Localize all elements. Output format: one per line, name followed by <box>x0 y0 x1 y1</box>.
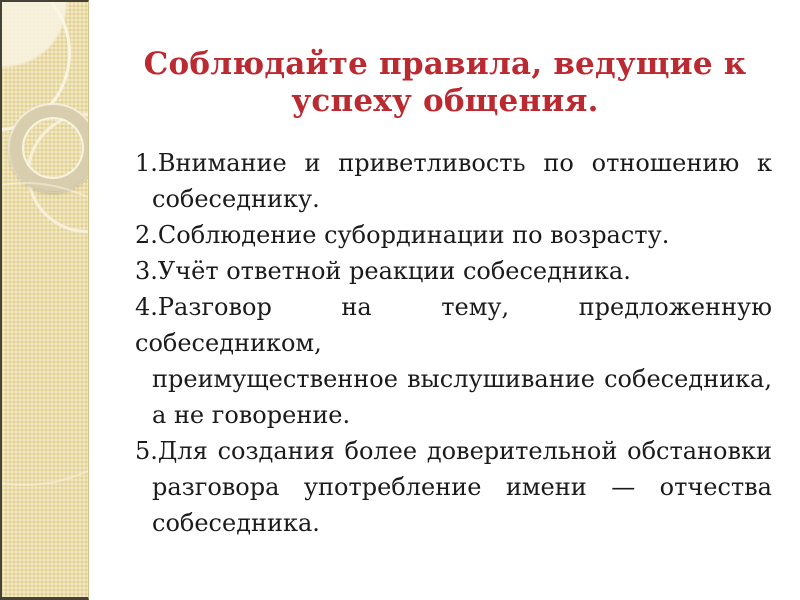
item-line <box>135 217 772 253</box>
item-number: 2. <box>135 221 158 249</box>
decorative-ring <box>10 105 89 191</box>
item-line: преимущественное выслушивание собеседника, <box>152 365 772 393</box>
item-text: Разговор на тему, предложенную собеседником, <box>135 293 772 357</box>
item-text: Учёт ответной реакции собеседника. <box>157 257 631 285</box>
item-line: собеседника. <box>152 509 320 537</box>
decorative-faint-arc <box>0 182 89 486</box>
item-number: 5. <box>135 437 158 465</box>
item-number: 1. <box>135 149 158 177</box>
list-item-3 <box>135 253 772 289</box>
slide-title-line: успеху общения. <box>291 83 599 119</box>
item-line: а не говорение. <box>152 401 351 429</box>
list-item-4 <box>135 289 772 433</box>
sidebar-decoration <box>0 0 89 600</box>
slide-title-line: Соблюдайте правила, ведущие к <box>143 46 747 82</box>
item-line <box>135 433 772 469</box>
slide-title <box>100 46 790 120</box>
item-text: Соблюдение субординации по возрасту. <box>157 221 670 249</box>
item-number: 3. <box>135 257 158 285</box>
list-item-5 <box>135 433 772 541</box>
item-text: Внимание и приветливость по отношению к <box>157 149 772 177</box>
item-line <box>135 145 772 181</box>
item-line: разговора употребление имени — отчества <box>152 473 772 501</box>
item-text: Для создания более доверительной обстановки <box>157 437 772 465</box>
item-line: собеседнику. <box>152 185 320 213</box>
list-item-1 <box>135 145 772 217</box>
item-number: 4. <box>135 293 158 321</box>
item-line <box>135 253 772 289</box>
list-item-2 <box>135 217 772 253</box>
rules-list <box>135 145 772 541</box>
item-line <box>135 289 772 361</box>
